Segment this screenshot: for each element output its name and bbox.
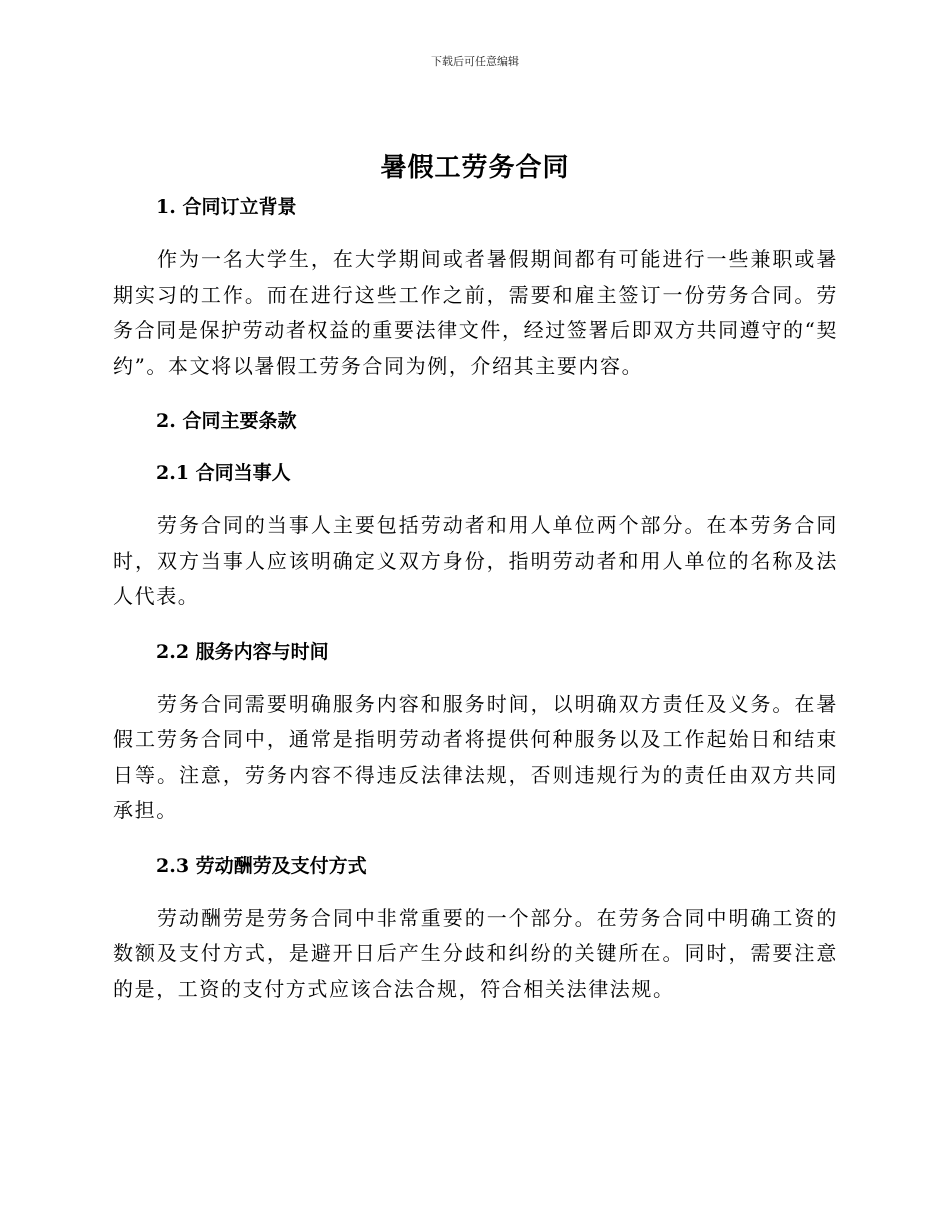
section-heading-2-3: 2.3 劳动酬劳及支付方式 bbox=[156, 854, 367, 877]
page-header: 下载后可任意编辑 bbox=[431, 55, 519, 68]
section-paragraph-2-1: 劳务合同的当事人主要包括劳动者和用人单位两个部分。在本劳务合同时，双方当事人应该明确定义双方身份，指明劳动者和用人单位的名称及法人代表。 bbox=[113, 513, 838, 608]
section-paragraph-2-2: 劳务合同需要明确服务内容和服务时间，以明确双方责任及义务。在暑假工劳务合同中，通常是指明劳动者将提供何种服务以及工作起始日和结束日等。注意，劳务内容不得违反法律法规，否则违规行为的责任由双方共同承担。 bbox=[113, 691, 838, 822]
document-body bbox=[113, 188, 838, 1007]
section-heading-2-1: 2.1 合同当事人 bbox=[156, 462, 291, 484]
section-paragraph-1: 作为一名大学生，在大学期间或者暑假期间都有可能进行一些兼职或暑期实习的工作。而在进行这些工作之前，需要和雇主签订一份劳务合同。劳务合同是保护劳动者权益的重要法律文件，经过签署后即双方共同遵守的“契约”。本文将以暑假工劳务合同为例，介绍其主要内容。 bbox=[113, 247, 838, 378]
section-heading-2-2: 2.2 服务内容与时间 bbox=[156, 640, 329, 663]
section-heading-2: 2. 合同主要条款 bbox=[156, 410, 297, 432]
section-heading-1: 1. 合同订立背景 bbox=[156, 196, 297, 218]
document-title: 暑假工劳务合同 bbox=[380, 153, 570, 183]
section-paragraph-2-3: 劳动酬劳是劳务合同中非常重要的一个部分。在劳务合同中明确工资的数额及支付方式，是避开日后产生分歧和纠纷的关键所在。同时，需要注意的是，工资的支付方式应该合法合规，符合相关法律法规。 bbox=[113, 905, 838, 1001]
